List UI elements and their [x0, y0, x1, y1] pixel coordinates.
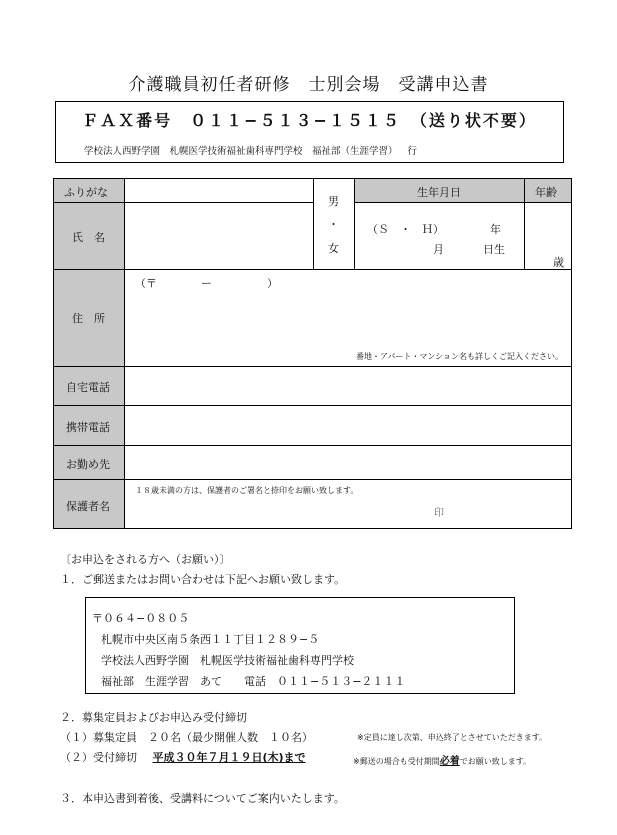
- deadline-note-a: ※郵送の場合も受付期間: [353, 757, 440, 766]
- notes-item-1: １．ご郵送またはお問い合わせは下記へお願い致します。: [60, 573, 346, 586]
- fax-recipient-name: 学校法人西野学園 札幌医学技術福祉歯科専門学校 福祉部（生涯学習）: [84, 146, 398, 157]
- fax-recipient: [84, 143, 417, 157]
- address-input[interactable]: [124, 269, 572, 367]
- capacity-note: ※定員に達し次第、申込終了とさせていただきます。: [357, 733, 548, 742]
- mobile-phone-input[interactable]: [124, 405, 572, 446]
- gender-male: 男: [328, 195, 339, 208]
- notes-heading: 〔お申込をされる方へ（お願い）〕: [60, 553, 231, 566]
- contact-postal: 〒０６４−０８０５: [92, 612, 190, 625]
- mobile-phone-label-cell: [53, 405, 125, 446]
- application-form: [53, 178, 572, 529]
- notes-item-2: ２．募集定員およびお申込み受付締切: [60, 711, 247, 724]
- fax-number: ＦＡＸ番号 ０１１−５１３−１５１５ （送り状不要）: [82, 111, 537, 130]
- workplace-label-cell: [53, 445, 125, 480]
- address-label: 住 所: [72, 312, 105, 325]
- workplace-label: お勤め先: [66, 458, 110, 471]
- deadline-date: 平成３０年７月１９日(木)まで: [152, 751, 306, 764]
- seal-mark: 印: [434, 508, 444, 519]
- furigana-input[interactable]: [124, 178, 314, 203]
- capacity-label: （１）募集定員 ２０名（最少開催人数 １０名）: [60, 731, 313, 744]
- address-note: 番地・アパート・マンション名も詳しくご記入ください。: [356, 352, 563, 361]
- birth-day-unit: 日生: [483, 243, 505, 256]
- age-header: 年齢: [535, 186, 557, 199]
- furigana-label: ふりがな: [64, 186, 108, 199]
- guardian-label-cell: [53, 479, 125, 529]
- deadline-note: [353, 752, 531, 767]
- contact-address-box: [85, 597, 515, 694]
- home-phone-label: 自宅電話: [66, 381, 110, 394]
- birth-header-cell: [354, 178, 525, 203]
- name-label: 氏 名: [72, 231, 105, 244]
- birth-date-input[interactable]: [354, 202, 525, 270]
- name-input[interactable]: [124, 202, 314, 270]
- notes-item-3: ３．本申込書到着後、受講料についてご案内いたします。: [60, 792, 345, 805]
- birth-month-unit: 月: [433, 243, 444, 256]
- age-unit: 歳: [553, 256, 564, 269]
- age-input[interactable]: [524, 202, 572, 270]
- home-phone-label-cell: [53, 366, 125, 406]
- capacity-row: [60, 729, 313, 745]
- contact-street: 札幌市中央区南５条西１１丁目１２８９−５: [101, 633, 320, 646]
- deadline-label: （２）受付締切: [60, 751, 137, 764]
- gender-selector[interactable]: [313, 178, 355, 270]
- deadline-note-c: でお願い致します。: [459, 757, 532, 766]
- fax-recipient-gyo: 行: [407, 146, 418, 157]
- birth-header: 生年月日: [417, 186, 461, 199]
- birth-year-unit: 年: [490, 223, 501, 236]
- name-label-cell: [53, 202, 125, 270]
- guardian-input[interactable]: [124, 479, 572, 529]
- home-phone-input[interactable]: [124, 366, 572, 406]
- workplace-input[interactable]: [124, 445, 572, 480]
- contact-dept-phone: 福祉部 生涯学習 あて 電話 ０１１−５１３−２１１１: [101, 675, 406, 688]
- gender-dot: ・: [328, 218, 339, 231]
- gender-female: 女: [328, 242, 339, 255]
- fax-box: [55, 101, 564, 163]
- deadline-note-b: 必着: [439, 756, 460, 767]
- birth-era: （Ｓ ・ Ｈ）: [367, 223, 444, 236]
- mobile-phone-label: 携帯電話: [66, 421, 110, 434]
- furigana-label-cell: [53, 178, 125, 203]
- deadline-row: [60, 749, 306, 765]
- address-label-cell: [53, 269, 125, 367]
- postal-code-field: （〒 ー ）: [135, 277, 278, 290]
- age-header-cell: [524, 178, 572, 203]
- guardian-label: 保護者名: [66, 500, 110, 513]
- contact-school: 学校法人西野学園 札幌医学技術福祉歯科専門学校: [101, 654, 354, 667]
- guardian-note: １８歳未満の方は、保護者のご署名と捺印をお願い致します。: [135, 486, 359, 495]
- page-title: 介護職員初任者研修 士別会場 受講申込書: [128, 75, 489, 95]
